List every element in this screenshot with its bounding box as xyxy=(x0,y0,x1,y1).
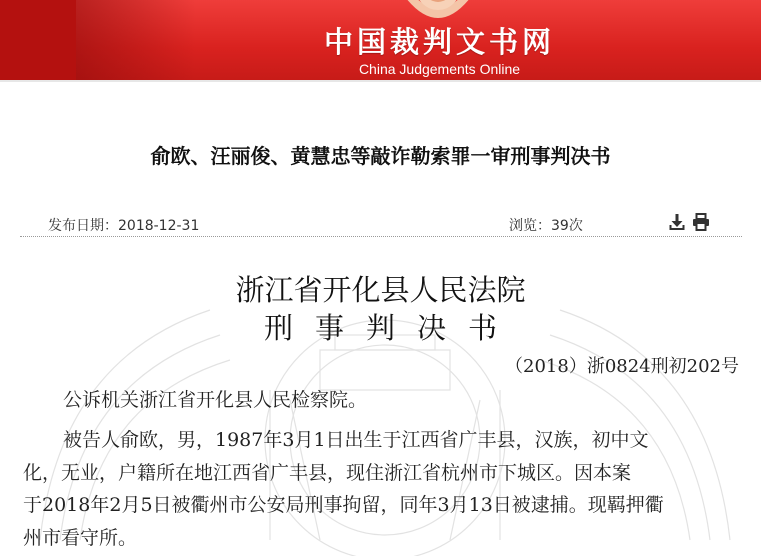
national-emblem-icon xyxy=(396,0,480,18)
document-type: 刑事判决书 xyxy=(263,311,519,345)
view-count: 浏览：39次 xyxy=(509,218,583,234)
case-number: （2018）浙0824刑初202号 xyxy=(505,356,739,377)
paragraph-line: 于2018年2月5日被衢州市公安局刑事拘留，同年3月13日被逮捕。现羁押衢 xyxy=(23,494,664,516)
case-title: 俞欧、汪丽俊、黄慧忠等敲诈勒索罪一审刑事判决书 xyxy=(150,144,611,168)
site-title[interactable]: 中国裁判文书网 xyxy=(323,25,555,59)
banner-divider xyxy=(0,80,761,82)
paragraph-line: 化，无业，户籍所在地江西省广丰县，现住浙江省杭州市下城区。因本案 xyxy=(23,461,632,484)
paragraph-line: 州市看守所。 xyxy=(23,526,138,549)
paragraph-defendant xyxy=(23,424,743,554)
download-icon[interactable] xyxy=(668,213,686,231)
site-banner xyxy=(0,0,761,80)
paragraph-line: 被告人俞欧，男，1987年3月1日出生于江西省广丰县，汉族，初中文 xyxy=(63,429,649,451)
court-name: 浙江省开化县人民法院 xyxy=(235,273,526,307)
publish-date: 发布日期：2018-12-31 xyxy=(48,218,200,234)
paragraph-line: 公诉机关浙江省开化县人民检察院。 xyxy=(63,389,368,411)
header-divider xyxy=(20,236,742,237)
print-icon[interactable] xyxy=(692,213,710,231)
site-subtitle: China Judgements Online xyxy=(358,61,521,77)
paragraph-prosecutor xyxy=(23,384,743,417)
